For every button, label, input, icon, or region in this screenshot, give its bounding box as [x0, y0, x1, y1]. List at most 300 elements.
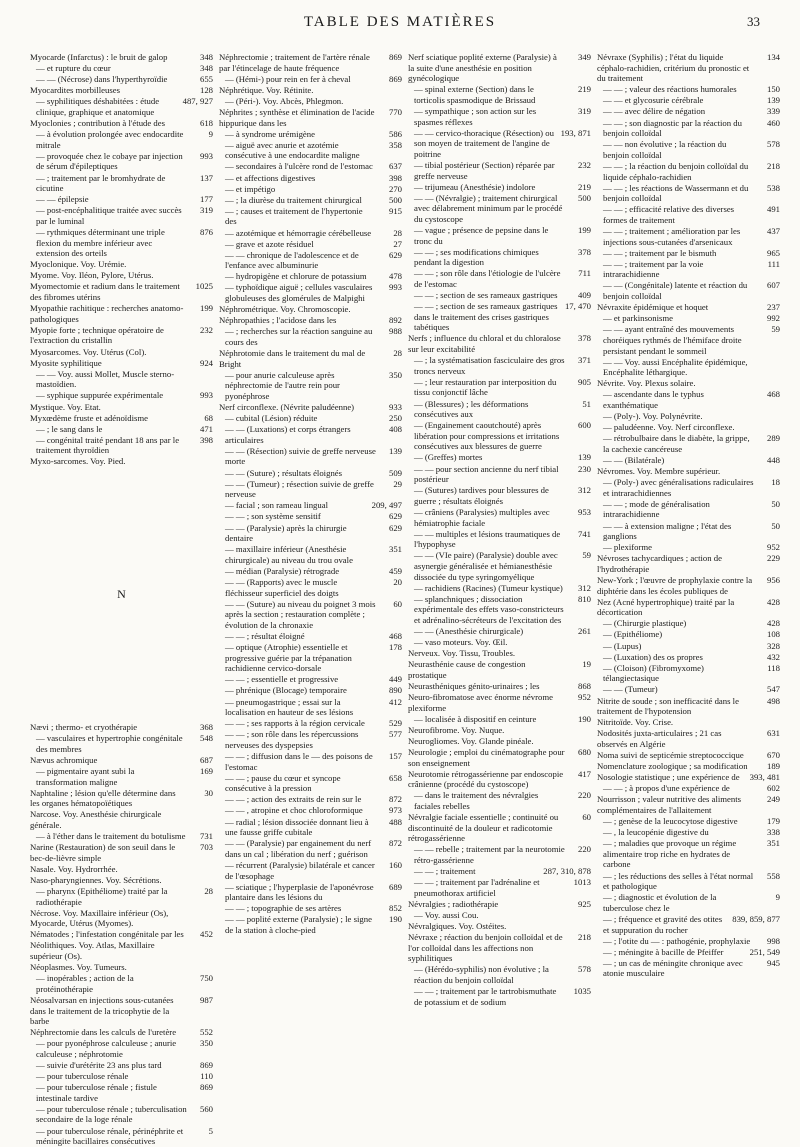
- entry-text: — — ; résultat éloigné: [225, 630, 305, 641]
- entry-text: — — (Rapports) avec le muscle fléchisseur superficiel des doigts: [225, 577, 339, 598]
- entry-page-ref: 409: [577, 290, 591, 301]
- entry-page-ref: 128: [199, 85, 213, 96]
- index-entry: [30, 809, 213, 830]
- index-entry: [408, 747, 591, 768]
- entry-text: — (Engainement caoutchouté) après libération pour compressions et irritations consécutives aux blessures de guerre: [414, 420, 560, 452]
- entry-page-ref: 368: [199, 722, 213, 733]
- entry-text: — — (Paralysie) par engainement du nerf dans un cal ; libération du nerf ; guérison: [225, 838, 372, 859]
- index-column-4: [597, 52, 780, 1147]
- index-entry: [597, 553, 780, 574]
- index-entry: [219, 195, 402, 206]
- entry-page-ref: 50: [771, 498, 780, 509]
- entry-text: — splanchniques ; dissociation expérimentale des effets vaso-constricteurs et adrénalino-sécréteurs de l'excitation des: [414, 593, 564, 625]
- entry-page-ref: 350: [388, 369, 402, 380]
- index-entry: [219, 446, 402, 467]
- index-entry: [597, 641, 780, 652]
- entry-text: — (Sutures) tardives pour blessures de guerre ; résultats éloignés: [414, 485, 549, 506]
- index-entry: [408, 899, 591, 910]
- entry-page-ref: 9: [775, 892, 780, 903]
- index-entry: [597, 871, 780, 892]
- entry-page-ref: 460: [766, 117, 780, 128]
- entry-page-ref: 232: [577, 159, 591, 170]
- entry-page-ref: 924: [199, 357, 213, 368]
- entry-page-ref: 868: [577, 680, 591, 691]
- entry-text: — typhoïdique aiguë ; cellules vasculaires globuleuses des glomérules de Malpighi: [225, 282, 373, 304]
- entry-text: — — ; diffusion dans le — des poisons de l'estomac: [225, 751, 373, 772]
- index-entry: [597, 696, 780, 717]
- entry-text: Névralgies ; radiothérapie: [408, 898, 499, 909]
- entry-text: — — rebelle ; traitement par la neurotomie rétro-gassérienne: [414, 844, 565, 865]
- entry-text: — vague ; présence de pepsine dans le tronc du: [414, 225, 549, 246]
- index-entry: [597, 521, 780, 542]
- entry-page-ref: 578: [577, 964, 591, 975]
- index-entry: [408, 193, 591, 225]
- entry-text: — pour anurie calculeuse après néphrectomie de l'autre rein pour pyonéphrose: [225, 369, 340, 401]
- entry-page-ref: 998: [766, 935, 780, 946]
- entry-text: — — , atropine et choc chloroformique: [225, 805, 363, 816]
- entry-text: — pneumogastrique ; essai sur la localisation en hauteur de ses lésions: [225, 696, 354, 718]
- index-entry: [30, 369, 213, 390]
- entry-page-ref: 687: [199, 754, 213, 765]
- entry-text: — — non évolutive ; la réaction du benjoin colloïdal: [603, 139, 727, 160]
- entry-text: Néphrectomie ; traitement de l'artère rénale par l'étincelage de haute fréquence: [219, 52, 370, 73]
- entry-text: — — ; section de ses rameaux gastriques dans le traitement des crises gastriques tabétiques: [414, 301, 558, 333]
- index-entry: [30, 151, 213, 172]
- entry-page-ref: 348: [199, 63, 213, 74]
- index-entry: [408, 769, 591, 790]
- entry-page-ref: 629: [388, 511, 402, 522]
- entry-text: — ; un cas de méningite chronique avec atonie musculaire: [603, 957, 743, 979]
- index-entry: [30, 85, 213, 96]
- entry-page-ref: 869: [199, 1082, 213, 1093]
- index-entry: [408, 986, 591, 1007]
- entry-text: — — ; traitement ; amélioration par les injections sous-cutanées d'arsenicaux: [603, 226, 741, 247]
- entry-page-ref: 607: [766, 280, 780, 291]
- entry-text: — — ; traitement par le tartrobismuthate de potassium et de sodium: [414, 986, 557, 1007]
- entry-page-ref: 872: [388, 838, 402, 849]
- index-entry: [597, 772, 780, 783]
- entry-text: — ; le sang dans le: [36, 423, 103, 434]
- entry-text: Névralgie faciale essentielle ; continuité ou discontinuité de la douleur et radicotomie rétrogassérienne: [408, 812, 559, 844]
- entry-page-ref: 428: [766, 596, 780, 607]
- entry-page-ref: 59: [771, 324, 780, 335]
- entry-text: — vasculaires et hypertrophie congénitale des membres: [36, 733, 183, 754]
- entry-page-ref: 872: [388, 794, 402, 805]
- index-entry: [597, 783, 780, 794]
- entry-page-ref: 703: [199, 842, 213, 853]
- index-entry: [30, 96, 213, 117]
- entry-page-ref: 339: [766, 106, 780, 117]
- entry-text: Myomectomie et radium dans le traitement des fibromes utérins: [30, 281, 180, 303]
- entry-text: — (Epithéliome): [603, 629, 663, 640]
- entry-page-ref: 925: [577, 898, 591, 909]
- entry-page-ref: 351: [388, 544, 402, 555]
- index-entry: [408, 106, 591, 127]
- entry-text: — sciatique ; l'hyperplasie de l'aponévrose plantaire dans les lésions du: [225, 881, 374, 903]
- entry-page-ref: 586: [388, 128, 402, 139]
- entry-text: — — (Congénitale) latente et réaction du benjoin colloïdal: [603, 280, 748, 302]
- index-entry: [30, 194, 213, 205]
- entry-page-ref: 810: [577, 593, 591, 604]
- entry-text: — pour tuberculose rénale ; tuberculisation secondaire de la loge rénale: [36, 1103, 187, 1125]
- index-entry: [219, 773, 402, 794]
- entry-page-ref: 965: [766, 247, 780, 258]
- index-entry: [30, 390, 213, 401]
- entry-page-ref: 232: [199, 324, 213, 335]
- entry-text: — provoquée chez le cobaye par injection de sérum d'épileptiques: [36, 150, 183, 172]
- entry-page-ref: 289: [766, 433, 780, 444]
- entry-text: Nævus achromique: [30, 754, 98, 765]
- entry-page-ref: 449: [388, 674, 402, 685]
- index-entry: [597, 761, 780, 772]
- entry-text: Nourrisson ; valeur nutritive des aliments complémentaires de l'allaitement: [597, 794, 742, 815]
- entry-text: — Voy. aussi Cou.: [414, 909, 479, 920]
- entry-page-ref: 488: [388, 816, 402, 827]
- entry-text: Néphrométrique. Voy. Chromoscopie.: [219, 304, 351, 315]
- index-entry: [219, 500, 402, 511]
- entry-page-ref: 18: [771, 477, 780, 488]
- entry-page-ref: 973: [388, 805, 402, 816]
- entry-page-ref: 220: [577, 844, 591, 855]
- index-entry: [30, 456, 213, 467]
- entry-text: Névrite. Voy. Plexus solaire.: [597, 378, 696, 389]
- index-entry: [30, 755, 213, 766]
- entry-text: — ; diagnostic et évolution de la tuberculose chez le: [603, 892, 717, 913]
- entry-text: Nasale. Voy. Hydrorrhée.: [30, 863, 118, 874]
- entry-text: — rachidiens (Racines) (Tumeur kystique): [414, 582, 563, 593]
- index-entry: [408, 377, 591, 398]
- entry-text: Nitritoïde. Voy. Crise.: [597, 717, 674, 728]
- entry-page-ref: 869: [388, 52, 402, 62]
- entry-page-ref: 398: [388, 172, 402, 183]
- entry-page-ref: 137: [199, 172, 213, 183]
- index-entry: [219, 882, 402, 903]
- index-entry: [219, 566, 402, 577]
- entry-text: Neurofibrome. Voy. Nuque.: [408, 724, 505, 735]
- entry-page-ref: 408: [388, 424, 402, 435]
- index-entry: [597, 816, 780, 827]
- index-entry: [30, 1027, 213, 1038]
- index-entry: [408, 812, 591, 844]
- index-entry: [219, 52, 402, 73]
- entry-text: — — ayant entraîné des mouvements choréiques rythmés de l'hémiface droite persistant pendant le sommeil: [603, 324, 742, 356]
- entry-text: — et affections digestives: [225, 172, 316, 183]
- index-entry: [219, 523, 402, 544]
- entry-text: Nerf sciatique poplité externe (Paralysie) à la suite d'une anesthésie en position gynécologique: [408, 52, 557, 84]
- entry-page-ref: 220: [577, 790, 591, 801]
- entry-text: — pour pyonéphrose calculeuse ; anurie calculeuse ; néphrotomie: [36, 1038, 177, 1059]
- entry-text: — cubital (Lésion) réduite: [225, 413, 318, 424]
- entry-page-ref: 509: [388, 467, 402, 478]
- entry-page-ref: 432: [766, 651, 780, 662]
- index-entry: [30, 940, 213, 961]
- entry-page-ref: 139: [577, 452, 591, 463]
- section-letter: N: [117, 587, 126, 602]
- index-entry: [408, 844, 591, 865]
- entry-text: — — Voy. aussi Mollet, Muscle sterno-mastoïdien.: [36, 368, 175, 390]
- index-entry: [219, 805, 402, 816]
- entry-text: — — ; traitement par le bismuth: [603, 247, 717, 258]
- index-column-1: [30, 52, 213, 1147]
- entry-text: — (Luxation) des os propres: [603, 651, 703, 662]
- entry-text: — — (Bilatérale): [603, 454, 665, 465]
- entry-text: — ; méningite à bacille de Pfeiffer: [603, 946, 724, 957]
- entry-page-ref: 190: [388, 914, 402, 925]
- entry-page-ref: 351: [766, 838, 780, 849]
- index-entry: [30, 962, 213, 973]
- index-entry: [219, 479, 402, 500]
- index-entry: [408, 866, 591, 877]
- entry-text: Myopathie rachitique : recherches anatomo-pathologiques: [30, 303, 184, 324]
- index-entry: [408, 507, 591, 528]
- index-entry: [597, 118, 780, 139]
- index-entry: [30, 831, 213, 842]
- entry-page-ref: 618: [199, 118, 213, 129]
- entry-text: Narine (Restauration) de son seuil dans le bec-de-lièvre simple: [30, 842, 176, 863]
- page-number: 33: [747, 14, 760, 29]
- entry-page-ref: 915: [388, 205, 402, 216]
- entry-text: — — (VIe paire) (Paralysie) double avec asynergie généralisée et hémianesthésie dissociée du type syringomyélique: [414, 550, 558, 582]
- entry-page-ref: 602: [766, 783, 780, 794]
- entry-page-ref: 629: [388, 522, 402, 533]
- entry-text: — ; la diurèse du traitement chirurgical: [225, 194, 362, 205]
- entry-text: Neurologie ; emploi du cinématographe pour son enseignement: [408, 747, 565, 768]
- entry-text: — , la leucopénie digestive du: [603, 827, 709, 838]
- entry-text: — et impétigo: [225, 183, 276, 194]
- entry-page-ref: 177: [199, 194, 213, 205]
- index-entry: [597, 499, 780, 520]
- entry-text: — post-encéphalitique traitée avec succès par le luminal: [36, 205, 182, 226]
- entry-text: Névromes. Voy. Membre supérieur.: [597, 466, 721, 477]
- index-entry: [597, 750, 780, 761]
- entry-page-ref: 250: [388, 413, 402, 424]
- entry-page-ref: 452: [199, 929, 213, 940]
- entry-text: Nerf circonflexe. (Névrite paludéenne): [219, 402, 355, 412]
- entry-page-ref: 358: [388, 139, 402, 150]
- entry-text: — plexiforme: [603, 542, 652, 553]
- entry-text: Myxœdème fruste et adénoïdisme: [30, 412, 148, 423]
- entry-page-ref: 993: [388, 282, 402, 293]
- entry-text: — — ; traitement: [414, 866, 476, 877]
- index-entry: [597, 914, 780, 935]
- entry-page-ref: 249: [766, 794, 780, 805]
- entry-text: — congénital traité pendant 18 ans par le traitement thyroïdien: [36, 434, 180, 456]
- index-entry: [408, 714, 591, 725]
- index-entry: [408, 736, 591, 747]
- index-entry: [30, 995, 213, 1027]
- entry-text: — à l'éther dans le traitement du botulisme: [36, 831, 186, 841]
- entry-text: Myocarde (Infarctus) : le bruit de galop: [30, 52, 168, 62]
- entry-page-ref: 218: [766, 160, 780, 171]
- index-entry: [597, 411, 780, 422]
- index-entry: [30, 842, 213, 863]
- index-entry: [219, 697, 402, 718]
- index-entry: [219, 751, 402, 772]
- entry-text: — — ; traitement par l'adrénaline et pneumothorax artificiel: [414, 877, 540, 898]
- entry-page-ref: 731: [199, 831, 213, 841]
- entry-text: — ; fréquence et gravité des otites et suppuration du rocher: [603, 913, 723, 935]
- entry-page-ref: 498: [766, 695, 780, 706]
- entry-text: — et parkinsonisme: [603, 313, 673, 324]
- index-entry: [408, 301, 591, 333]
- index-entry: [408, 583, 591, 594]
- entry-page-ref: 251, 549: [749, 946, 780, 957]
- entry-text: Névralgiques. Voy. Ostéites.: [408, 921, 507, 931]
- entry-text: Névroses tachycardiques ; action de l'hydrothérapie: [597, 553, 722, 574]
- index-entry: [597, 892, 780, 913]
- entry-text: Neurogliomes. Voy. Glande pinéale.: [408, 735, 534, 746]
- entry-page-ref: 28: [393, 227, 402, 238]
- entry-text: — — poplité externe (Paralysie) ; le signe de la station à cloche-pied: [225, 914, 372, 935]
- index-entry: [219, 794, 402, 805]
- entry-text: Myxo-sarcomes. Voy. Pied.: [30, 456, 126, 467]
- entry-text: Naso-pharyngiennes. Voy. Sécrétions.: [30, 874, 162, 885]
- entry-text: Néosalvarsan en injections sous-cutanées dans le traitement de la tricophytie de la barbe: [30, 994, 174, 1027]
- entry-text: — ; leur restauration par interposition du tissu conjonctif lâche: [414, 376, 557, 398]
- index-entry: [30, 435, 213, 456]
- entry-page-ref: 160: [388, 859, 402, 870]
- entry-text: — — ; mode de généralisation intrarachidienne: [603, 498, 710, 520]
- index-entry: [597, 947, 780, 958]
- entry-text: — à syndrome urémigène: [225, 128, 315, 139]
- entry-page-ref: 577: [388, 729, 402, 740]
- index-entry: [219, 206, 402, 227]
- entry-page-ref: 670: [766, 750, 780, 760]
- entry-text: Néolithiques. Voy. Atlas, Maxillaire supérieur (Os).: [30, 940, 155, 962]
- entry-page-ref: 629: [388, 249, 402, 260]
- entry-page-ref: 209, 497: [371, 500, 402, 511]
- entry-text: — (Poly-). Voy. Polynévrite.: [603, 411, 703, 422]
- index-entry: [219, 173, 402, 184]
- entry-text: — syphilitiques déshabitées : étude clinique, graphique et anatomique: [36, 96, 160, 117]
- index-entry: [597, 618, 780, 629]
- entry-page-ref: 139: [388, 445, 402, 456]
- entry-text: — syphique suppurée expérimentale: [36, 390, 164, 401]
- entry-text: Néphrétique. Voy. Rétinite.: [219, 84, 314, 95]
- index-entry: [219, 817, 402, 838]
- entry-text: Nez (Acné hypertrophique) traité par la décortication: [597, 596, 735, 618]
- index-entry: [30, 908, 213, 929]
- index-entry: [597, 389, 780, 410]
- entry-text: — ; causes et traitement de l'hypertonie des: [225, 205, 363, 227]
- entry-page-ref: 548: [199, 733, 213, 744]
- index-entry: [219, 228, 402, 239]
- index-entry: [408, 399, 591, 420]
- index-entry: [408, 648, 591, 659]
- index-entry: [219, 685, 402, 696]
- index-entry: [219, 718, 402, 729]
- entry-page-ref: 993: [199, 150, 213, 161]
- entry-page-ref: 992: [766, 313, 780, 324]
- entry-text: — hydropigène et chlorure de potassium: [225, 271, 367, 282]
- entry-page-ref: 338: [766, 827, 780, 838]
- entry-page-ref: 199: [577, 225, 591, 235]
- index-entry: [30, 259, 213, 270]
- entry-page-ref: 179: [766, 816, 780, 827]
- entry-text: Nécrose. Voy. Maxillaire inférieur (Os), Myocarde, Utérus (Myomes).: [30, 907, 169, 929]
- index-entry: [597, 139, 780, 160]
- index-entry: [408, 355, 591, 376]
- index-entry: [597, 248, 780, 259]
- entry-text: Nævi ; thermo- et cryothérapie: [30, 722, 138, 733]
- entry-page-ref: 711: [578, 268, 591, 279]
- index-entry: [219, 729, 402, 750]
- entry-page-ref: 150: [766, 84, 780, 95]
- index-entry: [408, 52, 591, 84]
- index-entry: [219, 129, 402, 140]
- entry-page-ref: 890: [388, 685, 402, 696]
- entry-text: — — (Luxations) et corps étrangers articulaires: [225, 424, 351, 445]
- index-entry: [219, 107, 402, 128]
- index-entry: [219, 96, 402, 107]
- entry-page-ref: 538: [766, 182, 780, 193]
- index-entry: [408, 790, 591, 811]
- index-entry: [597, 106, 780, 117]
- index-entry: [408, 464, 591, 485]
- index-entry: [30, 270, 213, 281]
- index-entry: [219, 511, 402, 522]
- index-entry: [408, 529, 591, 550]
- entry-page-ref: 261: [577, 625, 591, 636]
- entry-text: — (Poly-) avec généralisations radiculaires et intrarachidiennes: [603, 477, 754, 498]
- index-entry: [408, 128, 591, 160]
- entry-text: — — multiples et lésions traumatiques de l'hypophyse: [414, 528, 561, 550]
- entry-page-ref: 193, 871: [560, 127, 591, 138]
- entry-text: Néphrotomie dans le traitement du mal de Bright: [219, 348, 366, 369]
- entry-page-ref: 578: [766, 139, 780, 150]
- entry-text: Néphropathies ; l'acidose dans les: [219, 315, 337, 326]
- entry-text: — crâniens (Paralysies) multiples avec hémiatrophie faciale: [414, 506, 550, 528]
- entry-text: Nématodes ; l'infestation congénitale par les: [30, 929, 184, 940]
- index-entry: [597, 597, 780, 618]
- entry-text: — ; recherches sur la réaction sanguine au cours des: [225, 326, 373, 347]
- index-entry: [30, 74, 213, 85]
- entry-text: — (Lupus): [603, 640, 642, 651]
- entry-page-ref: 218: [577, 932, 591, 943]
- entry-text: Neuro-fibromatose avec énorme névrome plexiforme: [408, 692, 553, 713]
- index-entry: [30, 63, 213, 74]
- index-entry: [408, 160, 591, 181]
- index-entry: [597, 259, 780, 280]
- entry-text: — — (Nécrose) dans l'hyperthyroïdie: [36, 74, 168, 85]
- entry-page-ref: 319: [199, 205, 213, 216]
- entry-page-ref: 560: [199, 1103, 213, 1114]
- entry-text: — — (Suture) ; résultats éloignés: [225, 467, 343, 478]
- index-entry: [408, 725, 591, 736]
- entry-text: Naphtaline ; lésion qu'elle détermine dans les organes hématopoïétiques: [30, 787, 176, 809]
- index-entry: [408, 626, 591, 637]
- entry-page-ref: 118: [767, 662, 780, 673]
- index-entry: [597, 302, 780, 313]
- entry-text: — trijumeau (Anesthésie) indolore: [414, 181, 536, 192]
- entry-text: — — ; son rôle dans les répercussions nerveuses des dyspepsies: [225, 729, 359, 750]
- entry-text: — (Greffes) mortes: [414, 452, 483, 463]
- index-column-3: [408, 52, 591, 1147]
- entry-text: Névraxite épidémique et hoquet: [597, 302, 709, 313]
- entry-page-ref: 459: [388, 565, 402, 576]
- entry-page-ref: 134: [766, 52, 780, 62]
- entry-page-ref: 230: [577, 463, 591, 474]
- index-entry: [597, 663, 780, 684]
- index-entry: [597, 575, 780, 596]
- index-entry: [30, 413, 213, 424]
- entry-page-ref: 658: [388, 772, 402, 783]
- index-entry: [219, 860, 402, 881]
- entry-text: — — ; essentielle et progressive: [225, 674, 339, 685]
- index-entry: [597, 684, 780, 695]
- index-entry: [408, 637, 591, 648]
- index-entry: [597, 717, 780, 728]
